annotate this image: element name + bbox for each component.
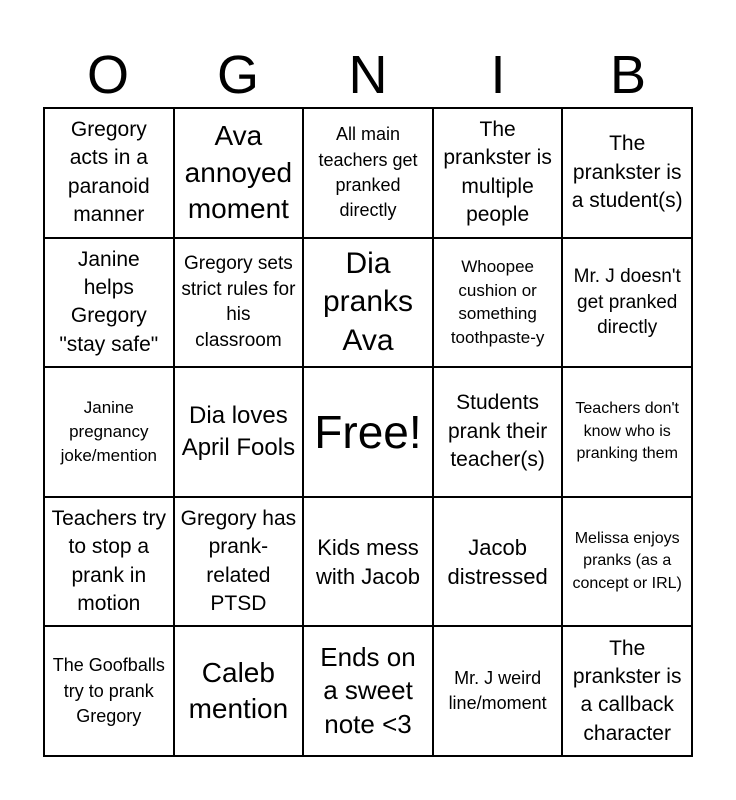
header-letter-i: I: [490, 45, 506, 105]
cell-text: Ava annoyed moment: [184, 120, 293, 224]
cell-text: All main teachers get pranked directly: [318, 124, 418, 220]
bingo-cell[interactable]: [44, 626, 174, 756]
bingo-cell[interactable]: [303, 108, 433, 238]
cell-text: Teachers don't know who is pranking them: [575, 399, 679, 463]
cell-text: Students prank their teacher(s): [447, 391, 548, 472]
bingo-cell[interactable]: [562, 497, 692, 627]
bingo-cell[interactable]: [44, 497, 174, 627]
cell-text: Dia pranks Ava: [322, 246, 414, 357]
cell-text: Whoopee cushion or something toothpaste-y: [450, 256, 545, 348]
free-space-text: Free!: [314, 405, 422, 458]
cell-text: The prankster is multiple people: [443, 118, 552, 227]
bingo-cell[interactable]: [303, 238, 433, 368]
cell-text: Gregory has prank-related PTSD: [180, 506, 297, 615]
cell-text: Dia loves April Fools: [181, 401, 296, 461]
bingo-cell[interactable]: [174, 108, 304, 238]
bingo-cell[interactable]: [44, 238, 174, 368]
bingo-cell[interactable]: [433, 238, 563, 368]
cell-text: Teachers try to stop a prank in motion: [51, 506, 166, 615]
cell-text: The prankster is a callback character: [572, 636, 682, 745]
cell-text: The prankster is a student(s): [571, 132, 683, 212]
bingo-board: [43, 107, 693, 757]
header-letter-n: N: [348, 45, 388, 105]
cell-text: Ends on a sweet note <3: [320, 641, 416, 740]
cell-text: Mr. J doesn't get pranked directly: [573, 265, 681, 339]
cell-text: Kids mess with Jacob: [316, 534, 420, 589]
cell-text: The Goofballs try to prank Gregory: [52, 655, 165, 726]
bingo-cell[interactable]: [303, 497, 433, 627]
bingo-cell[interactable]: [44, 367, 174, 497]
cell-text: Gregory acts in a paranoid manner: [67, 118, 150, 227]
cell-text: Janine pregnancy joke/mention: [60, 398, 157, 465]
cell-text: Janine helps Gregory "stay safe": [59, 247, 159, 356]
bingo-cell[interactable]: [562, 108, 692, 238]
bingo-cell[interactable]: [174, 367, 304, 497]
free-space-cell[interactable]: [303, 367, 433, 497]
cell-text: Melissa enjoys pranks (as a concept or IRL): [572, 529, 682, 592]
bingo-cell[interactable]: [433, 367, 563, 497]
cell-text: Mr. J weird line/moment: [448, 668, 547, 714]
bingo-cell[interactable]: [174, 626, 304, 756]
bingo-cell[interactable]: [303, 626, 433, 756]
cell-text: Jacob distressed: [447, 534, 548, 589]
bingo-cell[interactable]: [433, 626, 563, 756]
bingo-header: [43, 42, 693, 108]
bingo-cell[interactable]: [44, 108, 174, 238]
bingo-cell[interactable]: [562, 238, 692, 368]
bingo-cell[interactable]: [433, 497, 563, 627]
cell-text: Caleb mention: [188, 656, 289, 725]
cell-text: Gregory sets strict rules for his classroom: [181, 253, 296, 352]
bingo-cell[interactable]: [562, 367, 692, 497]
header-letter-o: O: [86, 45, 129, 105]
header-letter-b: B: [609, 45, 647, 105]
bingo-cell[interactable]: [174, 497, 304, 627]
header-letter-g: G: [216, 45, 259, 105]
bingo-cell[interactable]: [174, 238, 304, 368]
bingo-cell[interactable]: [433, 108, 563, 238]
bingo-cell[interactable]: [562, 626, 692, 756]
